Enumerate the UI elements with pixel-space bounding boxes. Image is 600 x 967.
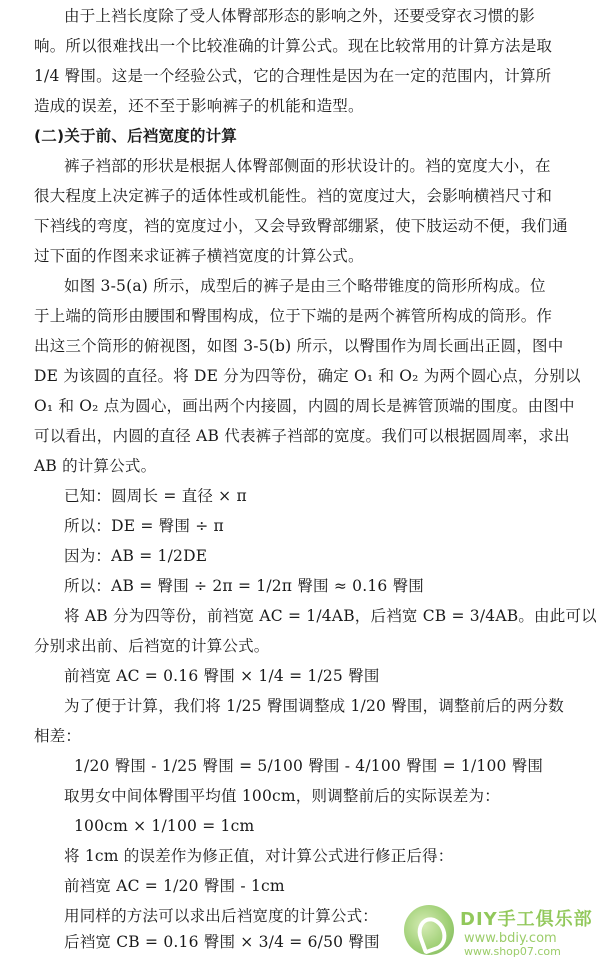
- paragraph-line: O₁ 和 O₂ 点为圆心，画出两个内接圆，内圆的周长是裤管顶端的围度。由图中: [34, 397, 575, 415]
- paragraph-line: 响。所以很难找出一个比较准确的计算公式。现在比较常用的计算方法是取: [34, 37, 553, 55]
- watermark-title: DIY手工俱乐部: [460, 909, 593, 930]
- paragraph-line: 相差：: [34, 727, 82, 745]
- formula-line: 前裆宽 AC = 1/20 臀围 - 1cm: [64, 877, 285, 895]
- watermark: [404, 903, 594, 959]
- paragraph-line: 裤子裆部的形状是根据人体臀部侧面的形状设计的。裆的宽度大小，在: [64, 157, 551, 175]
- paragraph-line: 取男女中间体臀围平均值 100cm，则调整前后的实际误差为：: [64, 787, 500, 805]
- paragraph-line: 分别求出前、后裆宽的计算公式。: [34, 637, 270, 655]
- paragraph-line: 可以看出，内圆的直径 AB 代表裤子裆部的宽度。我们可以根据圆周率，求出: [34, 427, 570, 445]
- paragraph-line: 造成的误差，还不至于影响裤子的机能和造型。: [34, 97, 364, 115]
- watermark-url-secondary: www.shop07.com: [464, 945, 561, 958]
- paragraph-line: 如图 3-5(a) 所示，成型后的裤子是由三个略带锥度的筒形所构成。位: [64, 277, 546, 295]
- leaf-drop-icon: [404, 905, 454, 955]
- formula-line: 1/20 臀围 - 1/25 臀围 = 5/100 臀围 - 4/100 臀围 = 1/100 臀围: [74, 757, 544, 775]
- paragraph-line: DE 为该圆的直径。将 DE 分为四等份，确定 O₁ 和 O₂ 为两个圆心点，分别以: [34, 367, 581, 385]
- watermark-url: www.bdiy.com: [464, 931, 557, 946]
- formula-line: 所以：AB = 臀围 ÷ 2π = 1/2π 臀围 ≈ 0.16 臀围: [64, 577, 424, 595]
- paragraph-line: 于上端的筒形由腰围和臀围构成，位于下端的是两个裤管所构成的筒形。作: [34, 307, 553, 325]
- paragraph-line: 1/4 臀围。这是一个经验公式，它的合理性是因为在一定的范围内，计算所: [34, 67, 552, 85]
- paragraph-line: 出这三个筒形的俯视图，如图 3-5(b) 所示，以臀围作为周长画出正圆，图中: [34, 337, 564, 355]
- paragraph-line: 为了便于计算，我们将 1/25 臀围调整成 1/20 臀围，调整前后的两分数: [64, 697, 564, 715]
- section-heading: (二)关于前、后裆宽度的计算: [34, 127, 237, 145]
- paragraph-line: 由于上裆长度除了受人体臀部形态的影响之外，还要受穿衣习惯的影: [64, 7, 536, 25]
- paragraph-line: AB 的计算公式。: [34, 457, 157, 475]
- paragraph-line: 过下面的作图来求证裤子横裆宽度的计算公式。: [34, 247, 364, 265]
- formula-line: 所以：DE = 臀围 ÷ π: [64, 517, 224, 535]
- paragraph-line: 下裆线的弯度，裆的宽度过小，又会导致臀部绷紧，使下肢运动不便，我们通: [34, 217, 568, 235]
- paragraph-line: 将 1cm 的误差作为修正值，对计算公式进行修正后得：: [64, 847, 454, 865]
- formula-line: 100cm × 1/100 = 1cm: [74, 817, 255, 835]
- paragraph-line: 用同样的方法可以求出后裆宽度的计算公式：: [64, 907, 379, 925]
- paragraph-line: 很大程度上决定裤子的适体性或机能性。裆的宽度过大，会影响横裆尺寸和: [34, 187, 553, 205]
- formula-line: 因为：AB = 1/2DE: [64, 547, 208, 565]
- formula-line: 前裆宽 AC = 0.16 臀围 × 1/4 = 1/25 臀围: [64, 667, 380, 685]
- formula-line: 已知：圆周长 = 直径 × π: [64, 487, 247, 505]
- formula-line: 后裆宽 CB = 0.16 臀围 × 3/4 = 6/50 臀围: [64, 933, 380, 951]
- paragraph-line: 将 AB 分为四等份，前裆宽 AC = 1/4AB，后裆宽 CB = 3/4AB。由此可以: [64, 607, 597, 625]
